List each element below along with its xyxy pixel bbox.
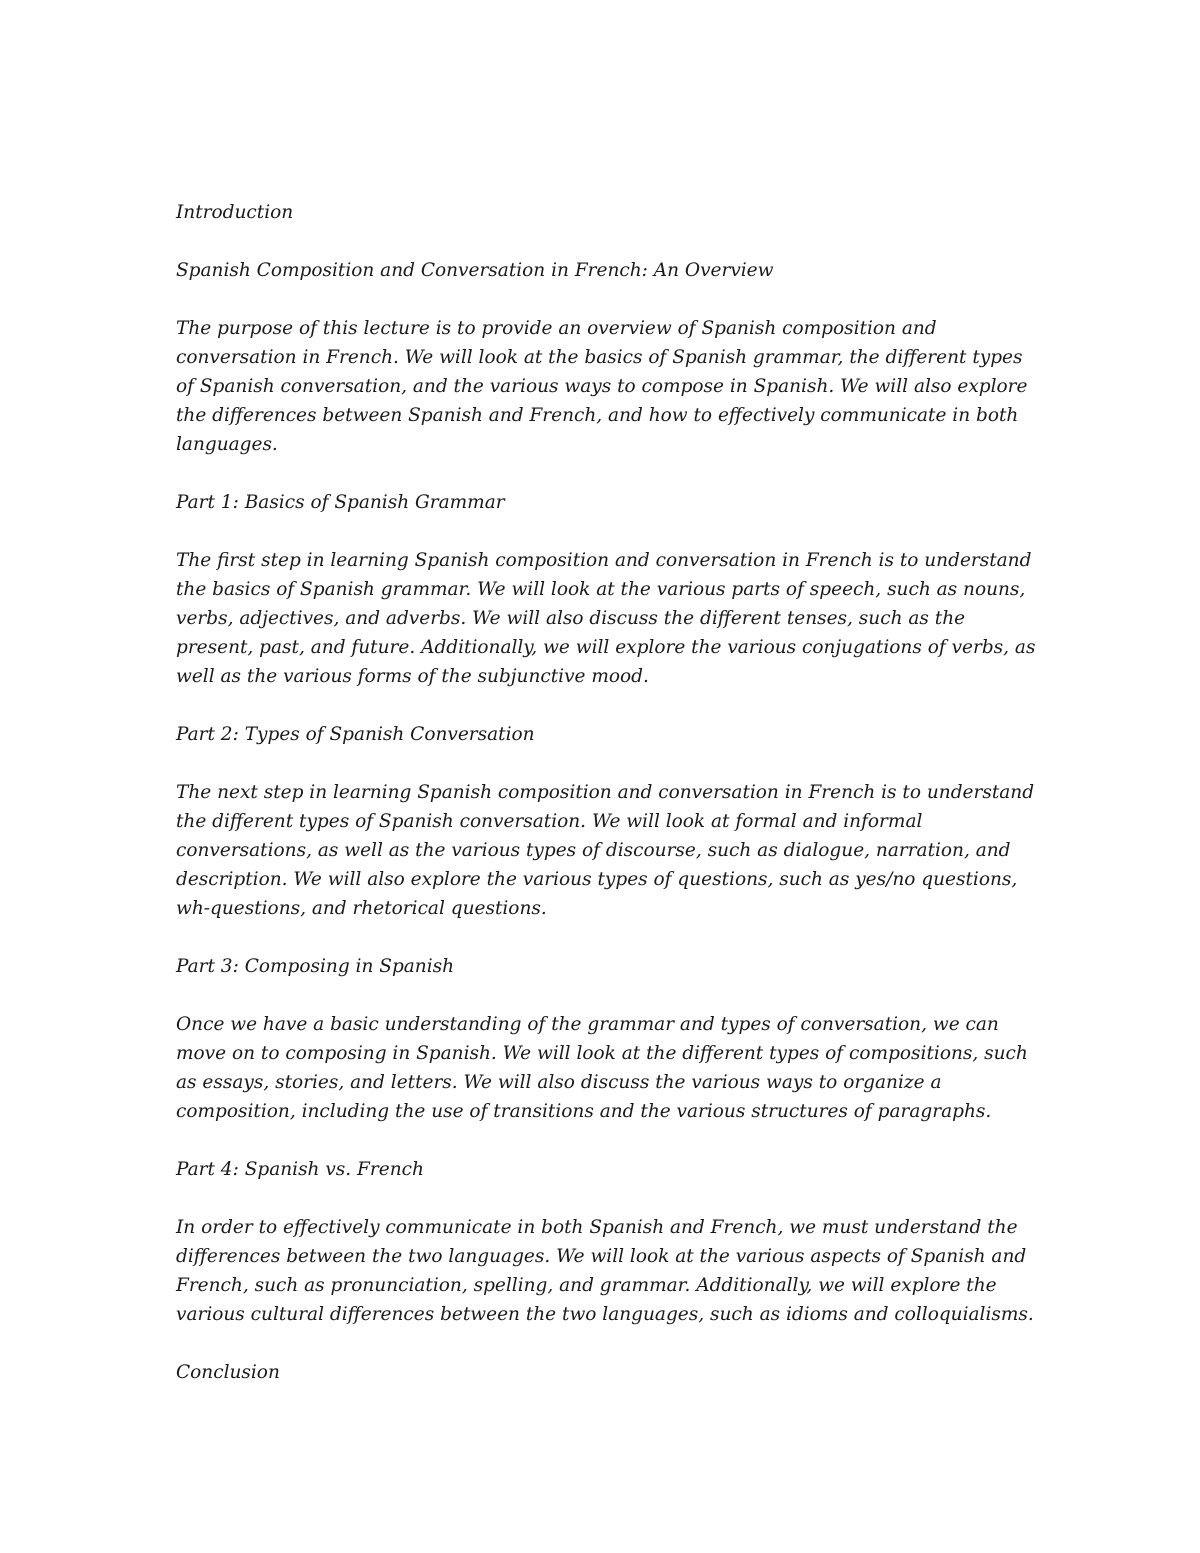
document-body — [176, 198, 1036, 1416]
section-heading-conclusion: Conclusion — [176, 1362, 280, 1383]
section-heading-introduction: Introduction — [176, 202, 294, 223]
section-heading-part-2: Part 2: Types of Spanish Conversation — [176, 724, 535, 745]
section-heading-part-3: Part 3: Composing in Spanish — [176, 956, 455, 977]
section-body-part-1: The first step in learning Spanish composition and conversation in French is to understand the basics of Spanish grammar. We will look at the various parts of speech, such as nouns, verbs, adjectives, and adverbs. We will also discuss the different tenses, such as the present, past, and future. Additionally, we will explore the various conjugations of verbs, as well as the various forms of the subjunctive mood. — [176, 550, 1036, 687]
section-body-part-2: The next step in learning Spanish composition and conversation in French is to understand the different types of Spanish conversation. We will look at formal and informal conversations, as well as the various types of discourse, such as dialogue, narration, and description. We will also explore the various types of questions, such as yes/no questions, wh-questions, and rhetorical questions. — [176, 782, 1035, 919]
section-heading-part-1: Part 1: Basics of Spanish Grammar — [176, 492, 505, 513]
section-heading-part-4: Part 4: Spanish vs. French — [176, 1159, 424, 1180]
section-body-part-4: In order to effectively communicate in both Spanish and French, we must understand the differences between the two languages. We will look at the various aspects of Spanish and French, such as pronunciation, spelling, and grammar. Additionally, we will explore the various cultural differences between the two languages, such as idioms and colloquialisms. — [176, 1217, 1034, 1325]
intro-paragraph: The purpose of this lecture is to provide an overview of Spanish composition and conversation in French. We will look at the basics of Spanish grammar, the different types of Spanish conversation, and the various ways to compose in Spanish. We will also explore the differences between Spanish and French, and how to effectively communicate in both languages. — [176, 318, 1028, 455]
section-body-part-3: Once we have a basic understanding of the grammar and types of conversation, we can move on to composing in Spanish. We will look at the different types of compositions, such as essays, stories, and letters. We will also discuss the various ways to organize a composition, including the use of transitions and the various structures of paragraphs. — [176, 1014, 1028, 1122]
document-subtitle: Spanish Composition and Conversation in French: An Overview — [176, 260, 774, 281]
